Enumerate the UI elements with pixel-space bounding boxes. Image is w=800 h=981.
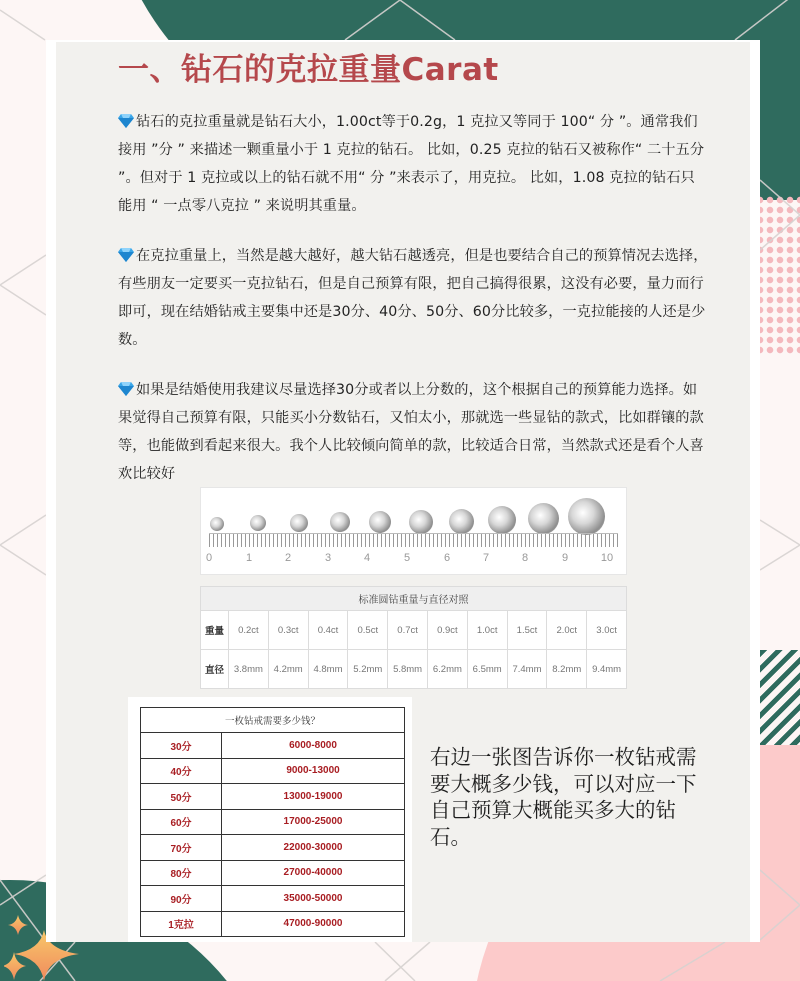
ruler-tick: 6 <box>443 552 451 564</box>
table-row <box>141 835 405 861</box>
price-cell: 9000-13000 <box>222 758 405 784</box>
price-cell: 27000-40000 <box>222 860 405 886</box>
table-row <box>141 886 405 912</box>
diameter-cell: 3.8mm <box>229 650 269 689</box>
ruler-tick: 5 <box>403 552 411 564</box>
table-row <box>141 758 405 784</box>
diameter-cell: 8.2mm <box>547 650 587 689</box>
table-row <box>141 860 405 886</box>
paragraph-carat-definition <box>118 108 708 220</box>
diameter-cell: 5.2mm <box>348 650 388 689</box>
ruler-tick: 2 <box>284 552 292 564</box>
paragraph-carat-choice <box>118 242 708 354</box>
ring-price-table <box>140 707 405 937</box>
size-cell: 70分 <box>141 835 222 861</box>
weight-cell: 0.4ct <box>308 611 348 650</box>
price-cell: 47000-90000 <box>222 911 405 937</box>
paragraph-text: 钻石的克拉重量就是钻石大小，1.00ct等于0.2g，1 克拉又等同于 100“ 分 ”。通常我们接用 ”分 ” 来描述一颗重量小于 1 克拉的钻石。 比如，0.25 克拉的钻石又被称作“ 二十五分 ”。但对于 1 克拉或以上的钻石就不用“ 分 ”来表示了，用克拉。 比如，1.08 克拉的钻石只能用 “ 一点零八克拉 ” 来说明其重量。 <box>118 114 705 214</box>
size-cell: 1克拉 <box>141 911 222 937</box>
price-cell: 13000-19000 <box>222 784 405 810</box>
size-cell: 30分 <box>141 733 222 759</box>
size-cell: 60分 <box>141 809 222 835</box>
weight-cell: 1.0ct <box>467 611 507 650</box>
ruler-tick: 8 <box>521 552 529 564</box>
ruler-scale <box>209 533 618 547</box>
diamond-icon <box>290 514 308 532</box>
diamond-icon <box>568 498 605 535</box>
weight-cell: 0.5ct <box>348 611 388 650</box>
diameter-cell: 4.2mm <box>268 650 308 689</box>
weight-cell: 0.3ct <box>268 611 308 650</box>
size-cell: 50分 <box>141 784 222 810</box>
side-note: 右边一张图告诉你一枚钻戒需要大概多少钱，可以对应一下自己预算大概能买多大的钻石。 <box>430 745 697 849</box>
price-cell: 35000-50000 <box>222 886 405 912</box>
table-row <box>141 784 405 810</box>
ruler-tick: 0 <box>205 552 213 564</box>
price-cell: 6000-8000 <box>222 733 405 759</box>
paragraph-text: 在克拉重量上，当然是越大越好，越大钻石越透亮，但是也要结合自己的预算情况去选择，有些朋友一定要买一克拉钻石，但是自己预算有限，把自己搞得很累，这没有必要，量力而行即可，现在结婚钻戒主要集中还是30分、40分、50分、60分比较多，一克拉能接的人还是少数。 <box>118 248 708 348</box>
size-cell: 40分 <box>141 758 222 784</box>
diamond-icon <box>210 517 224 531</box>
diameter-cell: 9.4mm <box>587 650 627 689</box>
ruler-tick: 9 <box>561 552 569 564</box>
ruler-tick: 10 <box>600 552 614 564</box>
diamond-icon <box>330 512 350 532</box>
gem-icon <box>118 114 134 128</box>
weight-cell: 0.7ct <box>388 611 428 650</box>
table-row-diameter <box>201 650 627 689</box>
diameter-cell: 6.5mm <box>467 650 507 689</box>
table-row <box>141 733 405 759</box>
weight-cell: 0.9ct <box>427 611 467 650</box>
paragraph-text: 如果是结婚使用我建议尽量选择30分或者以上分数的，这个根据自己的预算能力选择。如果觉得自己预算有限，只能买小分数钻石，又怕太小，那就选一些显钻的款式，比如群镶的款等，也能做到看起来很大。我个人比较倾向简单的款，比较适合日常，当然款式还是看个人喜欢比较好 <box>118 382 704 482</box>
diamond-icon <box>488 506 516 534</box>
price-table-image <box>128 697 412 942</box>
table-row <box>141 809 405 835</box>
row-header: 重量 <box>201 611 229 650</box>
ruler-tick: 7 <box>482 552 490 564</box>
gem-icon <box>118 248 134 262</box>
diamond-icon <box>250 515 266 531</box>
table-caption: 标准圆钻重量与直径对照 <box>201 587 627 611</box>
weight-cell: 2.0ct <box>547 611 587 650</box>
diamond-icon <box>369 511 391 533</box>
diameter-cell: 4.8mm <box>308 650 348 689</box>
diameter-cell: 6.2mm <box>427 650 467 689</box>
diamond-icon <box>449 509 474 534</box>
diamond-icon <box>528 503 559 534</box>
weight-cell: 1.5ct <box>507 611 547 650</box>
weight-cell: 0.2ct <box>229 611 269 650</box>
size-cell: 90分 <box>141 886 222 912</box>
size-cell: 80分 <box>141 860 222 886</box>
weight-cell: 3.0ct <box>587 611 627 650</box>
diamond-size-ruler-image <box>200 487 627 575</box>
page-title: 一、钻石的克拉重量Carat <box>118 52 499 88</box>
ruler-tick: 4 <box>363 552 371 564</box>
diamond-icon <box>409 510 433 534</box>
row-header: 直径 <box>201 650 229 689</box>
diameter-cell: 7.4mm <box>507 650 547 689</box>
table-row-weight <box>201 611 627 650</box>
table-caption: 一枚钻戒需要多少钱？ <box>141 708 405 733</box>
diameter-cell: 5.8mm <box>388 650 428 689</box>
ruler-tick: 1 <box>245 552 253 564</box>
weight-diameter-table <box>200 586 627 689</box>
paragraph-wedding-advice <box>118 376 708 488</box>
table-row <box>141 911 405 937</box>
gem-icon <box>118 382 134 396</box>
price-cell: 17000-25000 <box>222 809 405 835</box>
price-cell: 22000-30000 <box>222 835 405 861</box>
ruler-tick: 3 <box>324 552 332 564</box>
